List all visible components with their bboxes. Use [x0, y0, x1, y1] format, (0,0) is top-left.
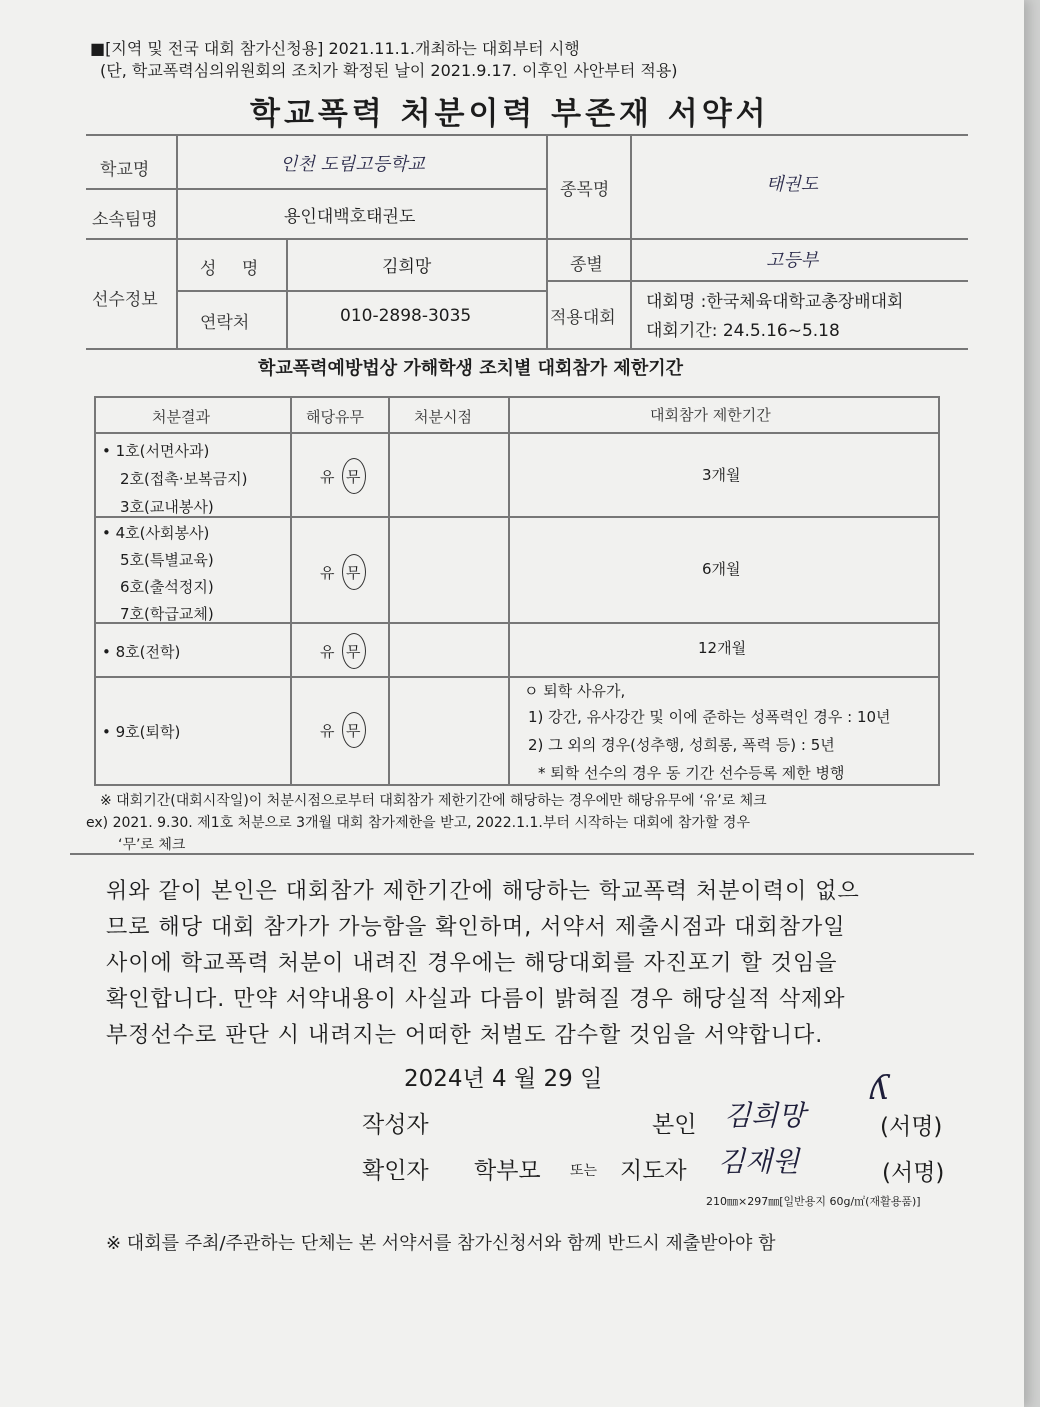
- competition-period: 대회기간: 24.5.16~5.18: [646, 321, 840, 341]
- competition-name: 대회명 :한국체육대학교총장배대회: [646, 292, 904, 312]
- row-3-period: 12개월: [698, 639, 747, 657]
- pledge-line-5: 부정선수로 판단 시 내려지는 어떠한 처벌도 감수할 것임을 서약합니다.: [106, 1023, 824, 1048]
- event-label: 종목명: [560, 180, 610, 200]
- self-signature: 김희망: [724, 1099, 806, 1132]
- table-row-1-item-3: 3호(교내봉사): [120, 498, 214, 516]
- row-2-mark-yes: 유: [320, 564, 335, 582]
- row-1-mark-no: 무: [346, 468, 361, 486]
- row-3-mark-yes: 유: [320, 643, 335, 661]
- name-value: 김희망: [382, 257, 432, 277]
- row-4-mark-yes: 유: [320, 722, 335, 740]
- header-disposition-date: 처분시점: [414, 408, 472, 426]
- division-value: 고등부: [766, 250, 819, 271]
- table-row-2-item-3: 6호(출석정지): [120, 578, 214, 596]
- pledge-line-2: 므로 해당 대회 참가가 가능함을 확인하며, 서약서 제출시점과 대회참가일: [106, 915, 846, 940]
- coach-label: 지도자: [620, 1158, 687, 1184]
- row-4-period-line-4: * 퇴학 선수의 경우 동 기간 선수등록 제한 병행: [538, 764, 845, 782]
- row-4-circle-mark: [342, 712, 366, 748]
- team-label: 소속팀명: [92, 210, 158, 230]
- school-value: 인천 도림고등학교: [280, 154, 425, 175]
- pledge-line-3: 사이에 학교폭력 처분이 내려진 경우에는 해당대회를 자진포기 할 것임을: [106, 951, 838, 976]
- header-restriction-period: 대회참가 제한기간: [650, 406, 771, 424]
- self-sign-mark: (서명): [880, 1114, 943, 1140]
- table-row-2-item-4: 7호(학급교체): [120, 605, 214, 623]
- athlete-label: 선수정보: [92, 290, 158, 310]
- author-label: 작성자: [362, 1112, 429, 1138]
- event-value: 태권도: [766, 174, 819, 195]
- or-label: 또는: [570, 1163, 598, 1179]
- contact-label: 연락처: [200, 313, 250, 333]
- team-value: 용인대백호태권도: [284, 207, 416, 227]
- name-label: 성 명: [200, 259, 269, 279]
- table-row-3-item-1: • 8호(전학): [102, 643, 181, 661]
- header-line-2: (단, 학교폭력심의위원회의 조치가 확정된 날이 2021.9.17. 이후인 사안부터 적용): [100, 61, 678, 80]
- parent-label: 학부모: [474, 1158, 541, 1184]
- coach-signature: 김재원: [718, 1145, 800, 1178]
- paper-spec: 210㎜×297㎜[일반용지 60g/㎡(재활용품)]: [706, 1195, 921, 1208]
- row-4-period-line-1: ㅇ 퇴학 사유가,: [524, 682, 626, 700]
- pledge-line-4: 확인합니다. 만약 서약내용이 사실과 다름이 밝혀질 경우 해당실적 삭제와: [106, 987, 846, 1012]
- table-row-1-item-2: 2호(접촉·보복금지): [120, 470, 248, 488]
- row-2-mark-no: 무: [346, 564, 361, 582]
- footer-notice: ※ 대회를 주최/주관하는 단체는 본 서약서를 참가신청서와 함께 반드시 제출받아야 함: [106, 1233, 776, 1254]
- confirmer-label: 확인자: [362, 1158, 429, 1184]
- header-result: 처분결과: [152, 408, 210, 426]
- header-line-1: ■[지역 및 전국 대회 참가신청용] 2021.11.1.개최하는 대회부터 시행: [90, 39, 580, 58]
- row-4-period-line-2: 1) 강간, 유사강간 및 이에 준하는 성폭력인 경우 : 10년: [528, 708, 891, 726]
- row-1-mark-yes: 유: [320, 468, 335, 486]
- row-2-period: 6개월: [702, 560, 741, 578]
- note-1: ※ 대회기간(대회시작일)이 처분시점으로부터 대회참가 제한기간에 해당하는 경우에만 해당유무에 ‘유’로 체크: [100, 793, 767, 809]
- row-3-circle-mark: [342, 633, 366, 669]
- pledge-line-1: 위와 같이 본인은 대회참가 제한기간에 해당하는 학교폭력 처분이력이 없으: [106, 879, 860, 904]
- row-1-period: 3개월: [702, 466, 741, 484]
- division-label: 종별: [570, 255, 603, 275]
- coach-sign-mark: (서명): [882, 1160, 945, 1186]
- self-sign-scribble-icon: ʎ: [870, 1068, 890, 1108]
- contact-value: 010-2898-3035: [340, 306, 472, 326]
- row-4-period-line-3: 2) 그 외의 경우(성추행, 성희롱, 폭력 등) : 5년: [528, 736, 835, 754]
- table-row-2-item-2: 5호(특별교육): [120, 551, 214, 569]
- document-title: 학교폭력 처분이력 부존재 서약서: [250, 96, 770, 132]
- table-row-1-item-1: • 1호(서면사과): [102, 442, 210, 460]
- note-3: ‘무’로 체크: [118, 837, 186, 853]
- table-subtitle: 학교폭력예방법상 가해학생 조치별 대회참가 제한기간: [258, 358, 683, 379]
- row-3-mark-no: 무: [346, 643, 361, 661]
- row-4-mark-no: 무: [346, 722, 361, 740]
- row-1-circle-mark: [342, 458, 366, 494]
- table-row-4-item-1: • 9호(퇴학): [102, 723, 181, 741]
- header-applicable: 해당유무: [306, 408, 364, 426]
- self-label: 본인: [652, 1112, 697, 1138]
- row-2-circle-mark: [342, 554, 366, 590]
- school-label: 학교명: [100, 160, 150, 180]
- competition-label: 적용대회: [550, 308, 616, 328]
- pledge-date: 2024년 4 월 29 일: [404, 1066, 603, 1092]
- note-2: ex) 2021. 9.30. 제1호 처분으로 3개월 대회 참가제한을 받고, 2022.1.1.부터 시작하는 대회에 참가할 경우: [86, 815, 750, 831]
- table-row-2-item-1: • 4호(사회봉사): [102, 524, 210, 542]
